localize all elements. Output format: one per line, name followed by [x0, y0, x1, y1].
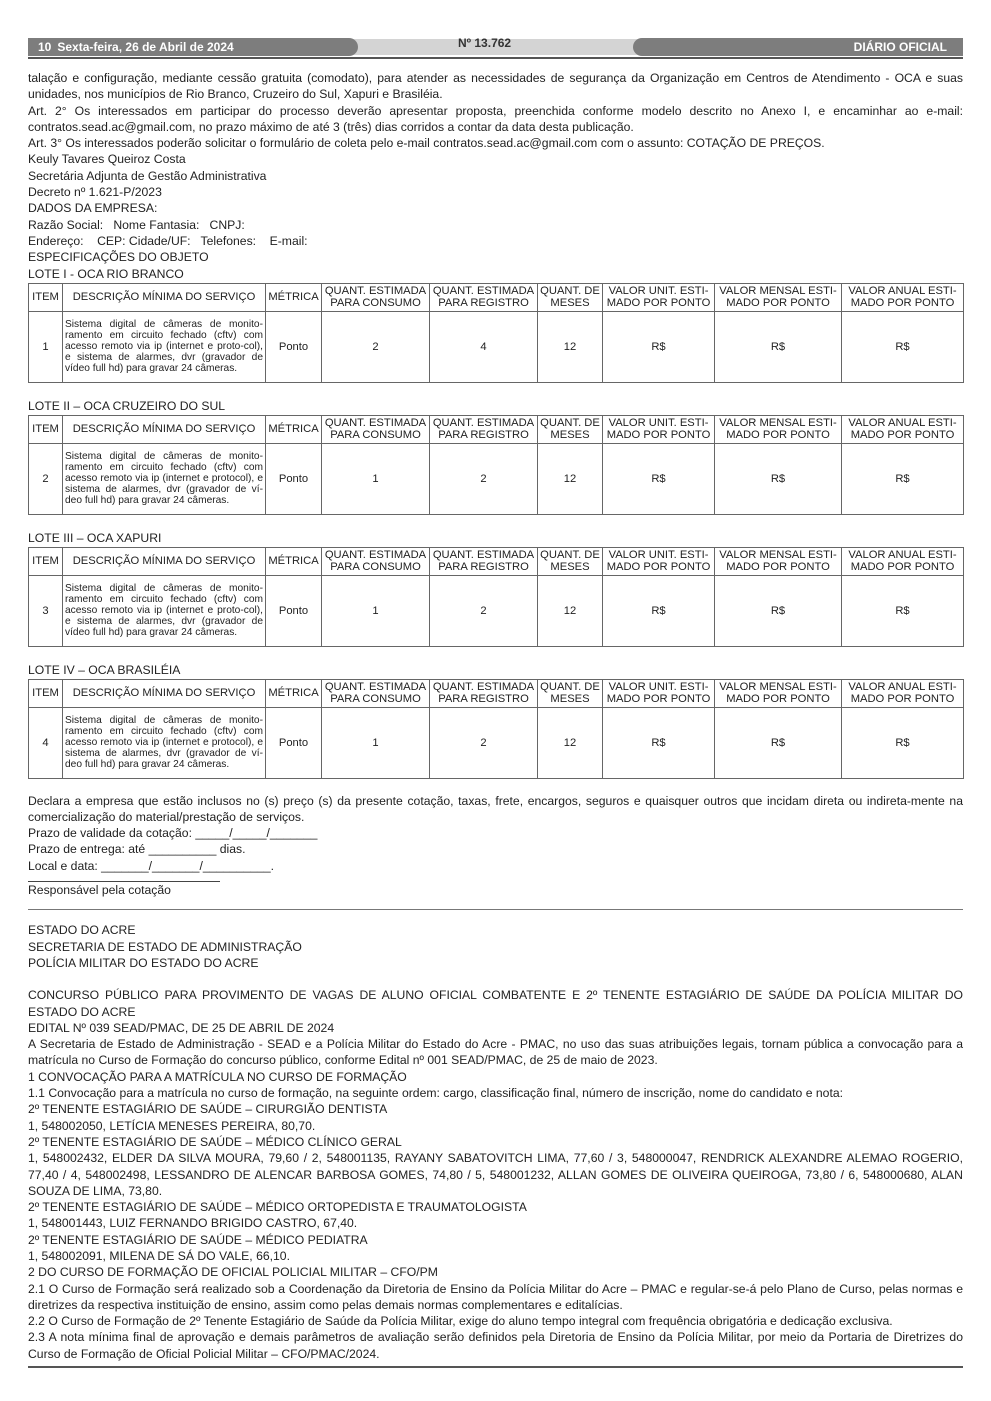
table-header-row: [29, 547, 964, 575]
lot-table: [28, 547, 964, 647]
col-item: ITEM: [29, 547, 63, 575]
cargo-4-list: 1, 548002091, MILENA DE SÁ DO VALE, 66,10.: [28, 1248, 290, 1263]
col-unit-value: VALOR UNIT. ESTI-MADO POR PONTO: [603, 547, 715, 575]
publication-name: DIÁRIO OFICIAL: [633, 38, 963, 56]
item-number: 1: [29, 311, 63, 382]
item-number: 4: [29, 707, 63, 778]
col-description: DESCRIÇÃO MÍNIMA DO SERVIÇO: [63, 547, 266, 575]
annual-price: R$: [842, 707, 964, 778]
table-header-row: [29, 283, 964, 311]
col-qty-months: QUANT. DE MESES: [538, 415, 603, 443]
lot-table: [28, 679, 964, 779]
annual-price: R$: [842, 575, 964, 646]
declaration-text: Declara a empresa que estão inclusos no (s) preço (s) da presente cotação, taxas, frete, encargos, seguros e quaisquer outros que incidam direta ou indireta-mente na comercialização do material/prestação de serviços.: [28, 793, 963, 824]
qty-months: 12: [538, 443, 603, 514]
qty-registration: 2: [430, 443, 538, 514]
footer-rule: [28, 1366, 963, 1368]
col-qty-consumption: QUANT. ESTIMADA PARA CONSUMO: [322, 547, 430, 575]
col-description: DESCRIÇÃO MÍNIMA DO SERVIÇO: [63, 415, 266, 443]
company-heading: DADOS DA EMPRESA:: [28, 201, 158, 216]
police-name: POLÍCIA MILITAR DO ESTADO DO ACRE: [28, 955, 259, 970]
unit-price: R$: [603, 443, 715, 514]
qty-registration: 2: [430, 707, 538, 778]
item-description: Sistema digital de câmeras de monito-ramento em circuito fechado (cftv) com acesso remoto via ip (internet e protocol), e sistema de alarmes, dvr (gravador de ví-deo full hd) para gravar 24 câmeras.: [63, 707, 266, 778]
section-divider: [28, 909, 963, 910]
table-header-row: [29, 415, 964, 443]
col-monthly-value: VALOR MENSAL ESTI-MADO POR PONTO: [715, 679, 842, 707]
col-unit-value: VALOR UNIT. ESTI-MADO POR PONTO: [603, 415, 715, 443]
signer-role: Secretária Adjunta de Gestão Administrativa: [28, 168, 267, 183]
unit-price: R$: [603, 575, 715, 646]
notice-intro: A Secretaria de Estado de Administração - SEAD e a Polícia Militar do Estado do Acre - PMAC, no uso das suas atribuições legais, tornam pública a convocação para a matrícula no Curso de Formação do concurso público, conforme Edital nº 001 SEAD/PMAC, de 25 de maio de 2023.: [28, 1037, 963, 1068]
page-header: [28, 36, 963, 58]
col-qty-consumption: QUANT. ESTIMADA PARA CONSUMO: [322, 283, 430, 311]
col-metric: MÉTRICA: [266, 679, 322, 707]
notice-title: CONCURSO PÚBLICO PARA PROVIMENTO DE VAGAS DE ALUNO OFICIAL COMBATENTE E 2º TENENTE ESTAGIÁRIO DE SAÚDE DA POLÍCIA MILITAR DO ESTADO DO ACRE: [28, 988, 963, 1019]
cargo-3-list: 1, 548001443, LUIZ FERNANDO BRIGIDO CASTRO, 67,40.: [28, 1216, 358, 1231]
lot-title: LOTE III – OCA XAPURI: [28, 530, 162, 545]
col-qty-months: QUANT. DE MESES: [538, 679, 603, 707]
header-date-block: [28, 38, 358, 56]
col-description: DESCRIÇÃO MÍNIMA DO SERVIÇO: [63, 283, 266, 311]
qty-registration: 4: [430, 311, 538, 382]
cargo-2-list: 1, 548002432, ELDER DA SILVA MOURA, 79,60 / 2, 548001135, RAYANY SABATOVITCH LIMA, 77,60 / 3, 548000047, RENDRICK ALEXANDRE ALEMAO ROGERIO, 77,40 / 4, 548002498, LESSANDRO DE ALENCAR BARBOSA GOMES, 74,80 / 5, 548001232, ALLAN GOMES DE OLIVEIRA QUEIROGA, 73,80 / 6, 548000680, ALAN SOUZA DE LIMA, 73,80.: [28, 1151, 963, 1198]
section-2-heading: 2 DO CURSO DE FORMAÇÃO DE OFICIAL POLICIAL MILITAR – CFO/PM: [28, 1265, 438, 1280]
edital-number: EDITAL Nº 039 SEAD/PMAC, DE 25 DE ABRIL DE 2024: [28, 1020, 335, 1035]
section-2-3: 2.3 A nota mínima final de aprovação e demais parâmetros de avaliação serão definidos pela Diretoria de Ensino da Polícia Militar, por meio da Portaria de Diretrizes do Curso de Formação de Oficial Policial Militar – CFO/PMAC/2024.: [28, 1330, 963, 1361]
item-metric: Ponto: [266, 707, 322, 778]
spec-heading: ESPECIFICAÇÕES DO OBJETO: [28, 250, 209, 265]
col-qty-consumption: QUANT. ESTIMADA PARA CONSUMO: [322, 679, 430, 707]
lot-title: LOTE I - OCA RIO BRANCO: [28, 266, 184, 281]
col-monthly-value: VALOR MENSAL ESTI-MADO POR PONTO: [715, 547, 842, 575]
intro-paragraph-1: talação e configuração, mediante cessão gratuita (comodato), para atender as necessidades de segurança da Organização em Centros de Atendimento - OCA e suas unidades, nos municípios de Rio Branco, Cruzeiro do Sul, Xapuri e Brasiléia.: [28, 71, 963, 102]
lot-title: LOTE II – OCA CRUZEIRO DO SUL: [28, 398, 226, 413]
col-monthly-value: VALOR MENSAL ESTI-MADO POR PONTO: [715, 415, 842, 443]
cargo-3-heading: 2º TENENTE ESTAGIÁRIO DE SAÚDE – MÉDICO ORTOPEDISTA E TRAUMATOLOGISTA: [28, 1200, 527, 1215]
col-qty-registration: QUANT. ESTIMADA PARA REGISTRO: [430, 283, 538, 311]
place-date-line: Local e data: _______/_______/__________.: [28, 858, 275, 873]
intro-paragraph-3: Art. 3° Os interessados poderão solicitar o formulário de coleta pelo e-mail contratos.sead.ac@gmail.com com o assunto: COTAÇÃO DE PREÇOS.: [28, 136, 825, 151]
monthly-price: R$: [715, 575, 842, 646]
page: [28, 36, 963, 1368]
col-metric: MÉTRICA: [266, 415, 322, 443]
unit-price: R$: [603, 311, 715, 382]
table-row: [29, 575, 964, 646]
cargo-1-list: 1, 548002050, LETÍCIA MENESES PEREIRA, 80,70.: [28, 1118, 316, 1133]
cargo-2-heading: 2º TENENTE ESTAGIÁRIO DE SAÚDE – MÉDICO CLÍNICO GERAL: [28, 1134, 402, 1149]
col-description: DESCRIÇÃO MÍNIMA DO SERVIÇO: [63, 679, 266, 707]
item-number: 3: [29, 575, 63, 646]
col-annual-value: VALOR ANUAL ESTI-MADO POR PONTO: [842, 415, 964, 443]
annual-price: R$: [842, 443, 964, 514]
header-rule: [28, 57, 963, 59]
qty-consumption: 1: [322, 575, 430, 646]
col-item: ITEM: [29, 415, 63, 443]
unit-price: R$: [603, 707, 715, 778]
section-1-heading: 1 CONVOCAÇÃO PARA A MATRÍCULA NO CURSO DE FORMAÇÃO: [28, 1069, 407, 1084]
item-number: 2: [29, 443, 63, 514]
col-qty-months: QUANT. DE MESES: [538, 547, 603, 575]
col-qty-registration: QUANT. ESTIMADA PARA REGISTRO: [430, 415, 538, 443]
section-1-1: 1.1 Convocação para a matrícula no curso de formação, na seguinte ordem: cargo, classificação final, número de inscrição, nome do candidato e nota:: [28, 1086, 843, 1101]
col-item: ITEM: [29, 679, 63, 707]
item-metric: Ponto: [266, 311, 322, 382]
page-number: 10: [38, 40, 52, 54]
annual-price: R$: [842, 311, 964, 382]
qty-consumption: 1: [322, 443, 430, 514]
section-2-2: 2.2 O Curso de Formação de 2º Tenente Estagiário de Saúde da Polícia Militar, exige do aluno tempo integral com frequência obrigatória e dedicação exclusiva.: [28, 1314, 893, 1329]
lot-title: LOTE IV – OCA BRASILÉIA: [28, 662, 181, 677]
col-unit-value: VALOR UNIT. ESTI-MADO POR PONTO: [603, 679, 715, 707]
col-qty-months: QUANT. DE MESES: [538, 283, 603, 311]
table-row: [29, 443, 964, 514]
col-item: ITEM: [29, 283, 63, 311]
monthly-price: R$: [715, 707, 842, 778]
header-date: Sexta-feira, 26 de Abril de 2024: [57, 40, 234, 54]
signer-name: Keuly Tavares Queiroz Costa: [28, 152, 186, 167]
item-description: Sistema digital de câmeras de monito-ramento em circuito fechado (cftv) com acesso remoto via ip (internet e proto-col), e sistema de alarmes, dvr (gravador de vídeo full hd) para gravar 24 câmeras.: [63, 575, 266, 646]
col-metric: MÉTRICA: [266, 283, 322, 311]
col-annual-value: VALOR ANUAL ESTI-MADO POR PONTO: [842, 547, 964, 575]
qty-months: 12: [538, 311, 603, 382]
delivery-line: Prazo de entrega: até __________ dias.: [28, 842, 246, 857]
item-metric: Ponto: [266, 443, 322, 514]
table-header-row: [29, 679, 964, 707]
table-row: [29, 707, 964, 778]
lots-container: [28, 266, 963, 779]
col-qty-registration: QUANT. ESTIMADA PARA REGISTRO: [430, 547, 538, 575]
col-annual-value: VALOR ANUAL ESTI-MADO POR PONTO: [842, 283, 964, 311]
intro-paragraph-2: Art. 2° Os interessados em participar do processo deverão apresentar proposta, preenchida conforme modelo descrito no Anexo I, e encaminhar ao e-mail: contratos.sead.ac@gmail.com, no prazo máximo de até 3 (três) dias corridos a contar da data desta publicação.: [28, 103, 963, 134]
qty-consumption: 1: [322, 707, 430, 778]
cargo-4-heading: 2º TENENTE ESTAGIÁRIO DE SAÚDE – MÉDICO PEDIATRA: [28, 1232, 368, 1247]
col-annual-value: VALOR ANUAL ESTI-MADO POR PONTO: [842, 679, 964, 707]
monthly-price: R$: [715, 443, 842, 514]
secretariat-name: SECRETARIA DE ESTADO DE ADMINISTRAÇÃO: [28, 939, 302, 954]
item-metric: Ponto: [266, 575, 322, 646]
cargo-1-heading: 2º TENENTE ESTAGIÁRIO DE SAÚDE – CIRURGIÃO DENTISTA: [28, 1102, 388, 1117]
spacer: [28, 971, 963, 987]
qty-months: 12: [538, 707, 603, 778]
col-metric: MÉTRICA: [266, 547, 322, 575]
col-qty-registration: QUANT. ESTIMADA PARA REGISTRO: [430, 679, 538, 707]
item-description: Sistema digital de câmeras de monito-ramento em circuito fechado (cftv) com acesso remoto via ip (internet e proto-col), e sistema de alarmes, dvr (gravador de vídeo full hd) para gravar 24 câmeras.: [63, 311, 266, 382]
monthly-price: R$: [715, 311, 842, 382]
qty-consumption: 2: [322, 311, 430, 382]
responsible-label: Responsável pela cotação: [28, 883, 171, 898]
col-monthly-value: VALOR MENSAL ESTI-MADO POR PONTO: [715, 283, 842, 311]
state-name: ESTADO DO ACRE: [28, 923, 136, 938]
issue-number: Nº 13.762: [458, 36, 512, 50]
section-2-1: 2.1 O Curso de Formação será realizado sob a Coordenação da Diretoria de Ensino da Polícia Militar do Acre – PMAC e regular-se-á pelo Plano de Curso, pelas normas e diretrizes da respectiva instituição de ensino, assim como pelas demais normas complementares e editalícias.: [28, 1281, 963, 1312]
qty-registration: 2: [430, 575, 538, 646]
lot-table: [28, 415, 964, 515]
lot-table: [28, 283, 964, 383]
validity-line: Prazo de validade da cotação: _____/_____/_______: [28, 826, 318, 841]
company-fields-1: Razão Social: Nome Fantasia: CNPJ:: [28, 217, 245, 232]
decree: Decreto nº 1.621-P/2023: [28, 185, 162, 200]
col-qty-consumption: QUANT. ESTIMADA PARA CONSUMO: [322, 415, 430, 443]
col-unit-value: VALOR UNIT. ESTI-MADO POR PONTO: [603, 283, 715, 311]
item-description: Sistema digital de câmeras de monito-ramento em circuito fechado (cftv) com acesso remoto via ip (internet e protocol), e sistema de alarmes, dvr (gravador de ví-deo full hd) para gravar 24 câmeras.: [63, 443, 266, 514]
company-fields-2: Endereço: CEP: Cidade/UF: Telefones: E-mail:: [28, 233, 308, 248]
table-row: [29, 311, 964, 382]
qty-months: 12: [538, 575, 603, 646]
